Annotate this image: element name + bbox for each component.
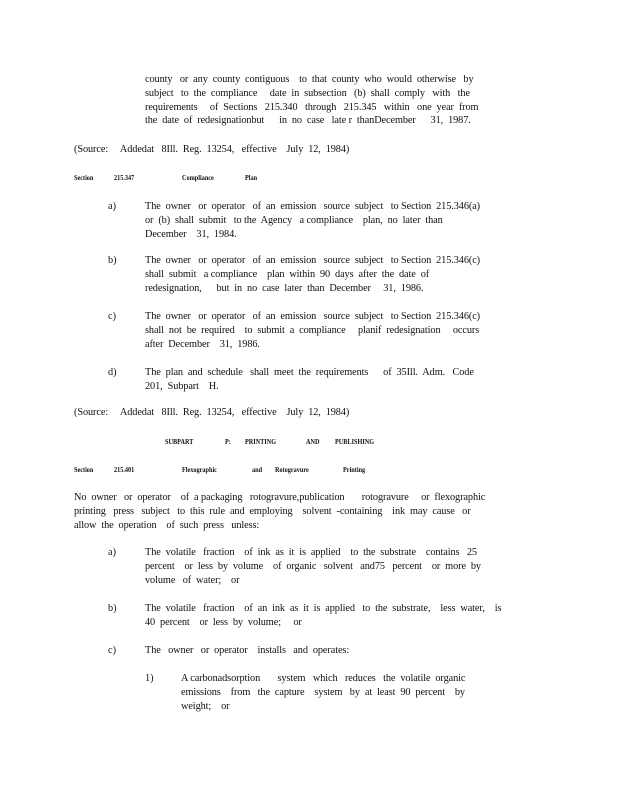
section-title: Flexographic bbox=[182, 465, 217, 474]
list-item bbox=[145, 546, 481, 587]
section-label: Section bbox=[74, 465, 94, 474]
item-label: b) bbox=[108, 255, 117, 266]
source-note: (Source: Addedat 8Ill. Reg. 13254, effective July 12, 1984) bbox=[74, 407, 350, 418]
section-title: Printing bbox=[343, 465, 366, 474]
item-line: shall submit a compliance plan within 90 days after the date of bbox=[145, 268, 430, 280]
section-title: Compliance bbox=[182, 173, 214, 182]
paragraph-line: No owner or operator of a packaging rotogravure,publication rotogravure or flexographic bbox=[74, 492, 486, 503]
section-title: Plan bbox=[245, 173, 258, 182]
intro-line: the date of redesignationbut in no case late r thanDecember 31, 1987. bbox=[145, 115, 471, 127]
list-item bbox=[145, 254, 480, 295]
item-line: The volatile fraction of ink as it is applied to the substrate contains 25 bbox=[145, 547, 477, 558]
intro-paragraph bbox=[145, 73, 478, 128]
item-label: b) bbox=[108, 603, 117, 614]
intro-line: requirements of Sections 215.340 through 215.345 within one year from bbox=[145, 101, 479, 113]
source-note: (Source: Addedat 8Ill. Reg. 13254, effective July 12, 1984) bbox=[74, 144, 350, 155]
sub-list-item bbox=[181, 672, 465, 713]
intro-line: county or any county contiguous to that county who would otherwise by bbox=[145, 74, 474, 85]
section-title: Rotogravure bbox=[275, 465, 309, 474]
paragraph-line: allow the operation of such press unless: bbox=[74, 519, 260, 531]
item-line: percent or less by volume of organic solvent and75 percent or more by bbox=[145, 560, 481, 572]
list-item bbox=[145, 200, 480, 241]
list-item bbox=[145, 310, 480, 351]
section-number: 215.401 bbox=[114, 465, 135, 474]
item-line: The owner or operator installs and operates: bbox=[145, 645, 350, 656]
item-line: redesignation, but in no case later than December 31, 1986. bbox=[145, 282, 424, 294]
item-line: 201, Subpart H. bbox=[145, 380, 219, 392]
subitem-line: weight; or bbox=[181, 700, 230, 712]
subpart-letter: P: bbox=[225, 437, 231, 446]
list-item bbox=[145, 602, 501, 630]
item-line: or (b) shall submit to the Agency a compliance plan, no later than bbox=[145, 214, 443, 226]
item-line: The plan and schedule shall meet the requirements of 35Ill. Adm. Code bbox=[145, 367, 474, 378]
section-label: Section bbox=[74, 173, 94, 182]
item-line: The owner or operator of an emission source subject to Section 215.346(a) bbox=[145, 201, 481, 212]
item-label: a) bbox=[108, 547, 116, 558]
section-title: and bbox=[252, 465, 263, 474]
list-item bbox=[145, 366, 474, 394]
subpart-title: AND bbox=[306, 437, 320, 446]
list-item bbox=[145, 644, 349, 658]
subitem-label: 1) bbox=[145, 673, 154, 684]
item-line: after December 31, 1986. bbox=[145, 338, 260, 350]
intro-line: subject to the compliance date in subsection (b) shall comply with the bbox=[145, 87, 470, 99]
subitem-line: A carbonadsorption system which reduces the volatile organic bbox=[181, 673, 466, 684]
item-line: shall not be required to submit a compliance planif redesignation occurs bbox=[145, 324, 480, 336]
section-paragraph bbox=[74, 491, 485, 532]
item-line: volume of water; or bbox=[145, 574, 240, 586]
subpart-title: PRINTING bbox=[245, 437, 277, 446]
item-label: c) bbox=[108, 311, 116, 322]
item-line: The owner or operator of an emission source subject to Section 215.346(c) bbox=[145, 255, 481, 266]
item-line: The volatile fraction of an ink as it is applied to the substrate, less water, is bbox=[145, 603, 502, 614]
subpart-label: SUBPART bbox=[165, 437, 194, 446]
item-label: a) bbox=[108, 201, 116, 212]
item-line: December 31, 1984. bbox=[145, 228, 237, 240]
item-line: 40 percent or less by volume; or bbox=[145, 616, 302, 628]
paragraph-line: printing press subject to this rule and employing solvent -containing ink may cause or bbox=[74, 505, 471, 517]
item-label: c) bbox=[108, 645, 116, 656]
item-label: d) bbox=[108, 367, 117, 378]
item-line: The owner or operator of an emission source subject to Section 215.346(c) bbox=[145, 311, 481, 322]
section-number: 215.347 bbox=[114, 173, 135, 182]
subpart-title: PUBLISHING bbox=[335, 437, 375, 446]
subitem-line: emissions from the capture system by at least 90 percent by bbox=[181, 686, 465, 698]
